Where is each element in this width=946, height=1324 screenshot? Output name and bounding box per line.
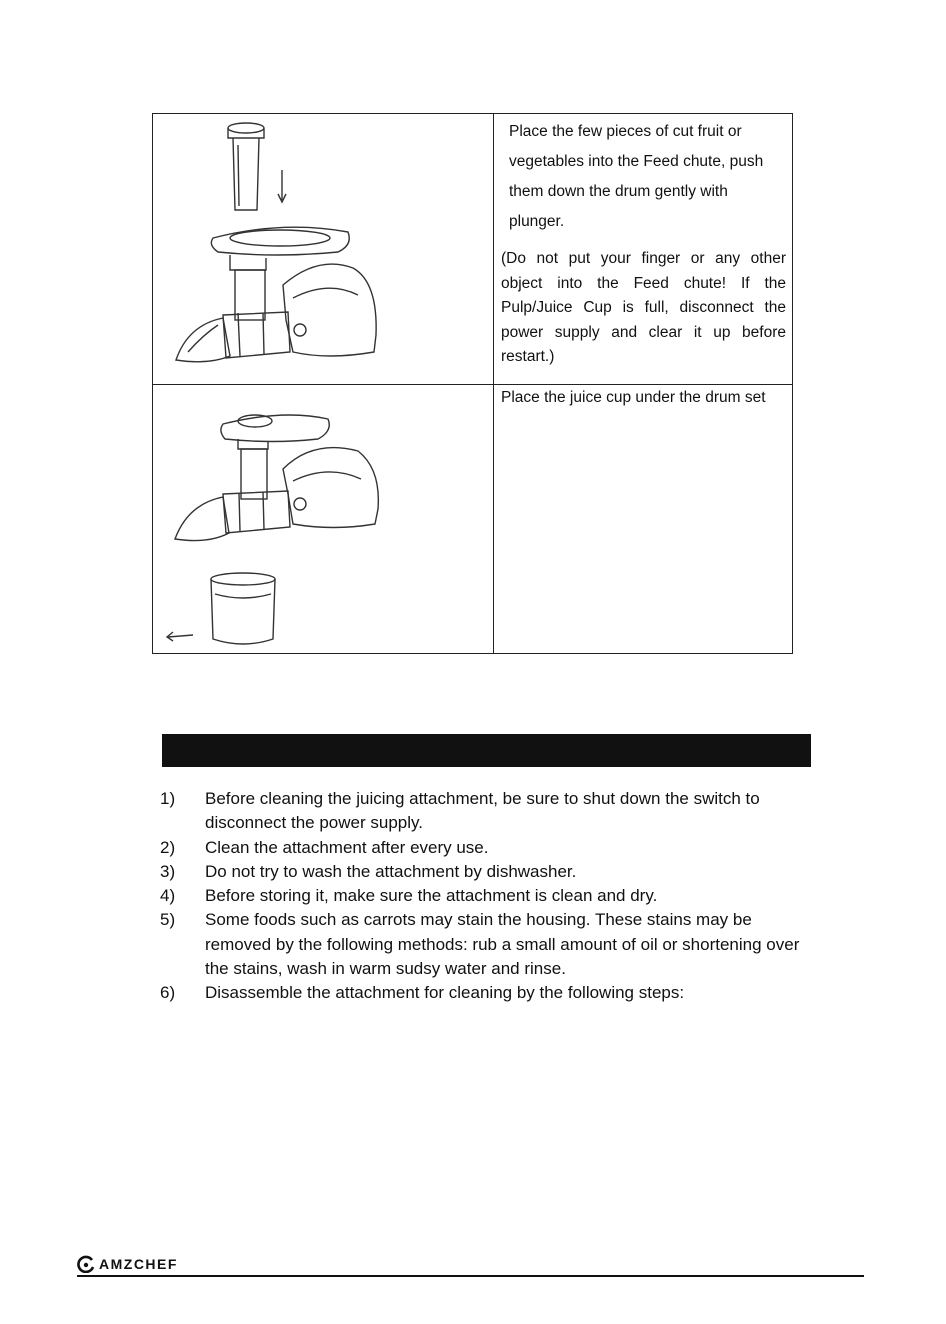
row1-warning: (Do not put your finger or any other object into the Feed chute! If the Pulp/Juice Cup is full, disconnect the power supply and clear it up before restart.) (501, 250, 786, 365)
list-item (160, 981, 820, 1005)
list-item (160, 908, 820, 981)
list-text: Some foods such as carrots may stain the housing. These stains may be removed by the following methods: rub a small amount of oil or shortening over the stains, wash in warm sudsy water and rinse. (205, 910, 800, 979)
list-number: 5) (160, 910, 176, 930)
list-item (160, 836, 820, 860)
list-text: Clean the attachment after every use. (205, 837, 489, 857)
list-item (160, 787, 820, 836)
list-text: Before cleaning the juicing attachment, be sure to shut down the switch to disconnect the power supply. (205, 789, 760, 833)
list-number: 2) (160, 837, 176, 857)
brand-name: AMZCHEF (99, 1256, 178, 1272)
list-item (160, 884, 820, 908)
list-text: Before storing it, make sure the attachment is clean and dry. (205, 886, 658, 906)
brand-logo-icon (77, 1255, 95, 1273)
table-divider (153, 384, 792, 385)
brand-logo (77, 1255, 178, 1273)
row1-instruction: Place the few pieces of cut fruit or vegetables into the Feed chute, push them down the drum gently with plunger. (509, 123, 764, 230)
cleaning-list (160, 787, 820, 1006)
juicer-plunger-illustration (168, 120, 383, 370)
section-heading-bar (162, 734, 811, 767)
list-text: Disassemble the attachment for cleaning by the following steps: (205, 983, 685, 1003)
list-number: 4) (160, 886, 176, 906)
footer-rule (77, 1275, 864, 1277)
row2-instruction: Place the juice cup under the drum set (501, 389, 766, 406)
list-number: 6) (160, 983, 176, 1003)
list-number: 3) (160, 861, 176, 881)
juicer-cup-illustration (163, 399, 388, 654)
list-item (160, 860, 820, 884)
list-number: 1) (160, 789, 176, 808)
list-text: Do not try to wash the attachment by dishwasher. (205, 861, 577, 881)
instruction-table (152, 113, 793, 654)
